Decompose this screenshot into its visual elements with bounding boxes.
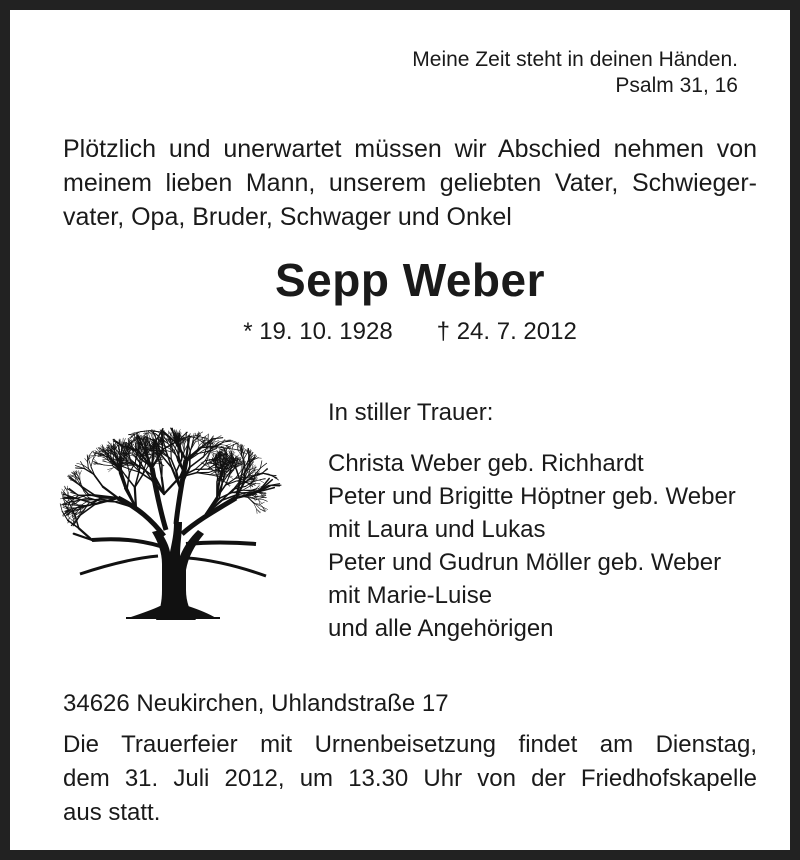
intro-line: vater, Opa, Bruder, Schwager und Onkel xyxy=(63,203,512,231)
mourners-block xyxy=(328,396,736,645)
intro-line: meinem lieben Mann, unserem geliebten Vater, Schwieger- xyxy=(63,169,757,197)
deceased-name: Sepp Weber xyxy=(275,254,545,306)
mourner-line: mit Laura und Lukas xyxy=(328,516,546,543)
verse-text: Meine Zeit steht in deinen Händen. xyxy=(412,48,738,71)
family-address: 34626 Neukirchen, Uhlandstraße 17 xyxy=(63,690,449,717)
bible-verse xyxy=(412,47,738,99)
birth-date: * 19. 10. 1928 xyxy=(243,318,393,345)
tree-icon xyxy=(56,424,288,620)
intro-line: Plötzlich und unerwartet müssen wir Abschied nehmen von xyxy=(63,135,757,163)
mourner-line: Christa Weber geb. Richhardt xyxy=(328,450,644,477)
service-notice xyxy=(63,728,757,830)
life-dates xyxy=(10,316,800,348)
intro-text xyxy=(63,132,757,234)
mourner-line: Peter und Brigitte Höptner geb. Weber xyxy=(328,483,736,510)
death-date: † 24. 7. 2012 xyxy=(436,318,577,345)
mourner-line: Peter und Gudrun Möller geb. Weber xyxy=(328,549,722,576)
mourning-heading: In stiller Trauer: xyxy=(328,399,494,426)
service-line: dem 31. Juli 2012, um 13.30 Uhr von der Friedhofskapelle xyxy=(63,765,757,792)
mourner-line: und alle Angehörigen xyxy=(328,615,554,642)
verse-reference: Psalm 31, 16 xyxy=(615,74,738,97)
service-line: Die Trauerfeier mit Urnenbeisetzung findet am Dienstag, xyxy=(63,731,757,758)
mourner-line: mit Marie-Luise xyxy=(328,582,493,609)
service-line: aus statt. xyxy=(63,799,161,826)
